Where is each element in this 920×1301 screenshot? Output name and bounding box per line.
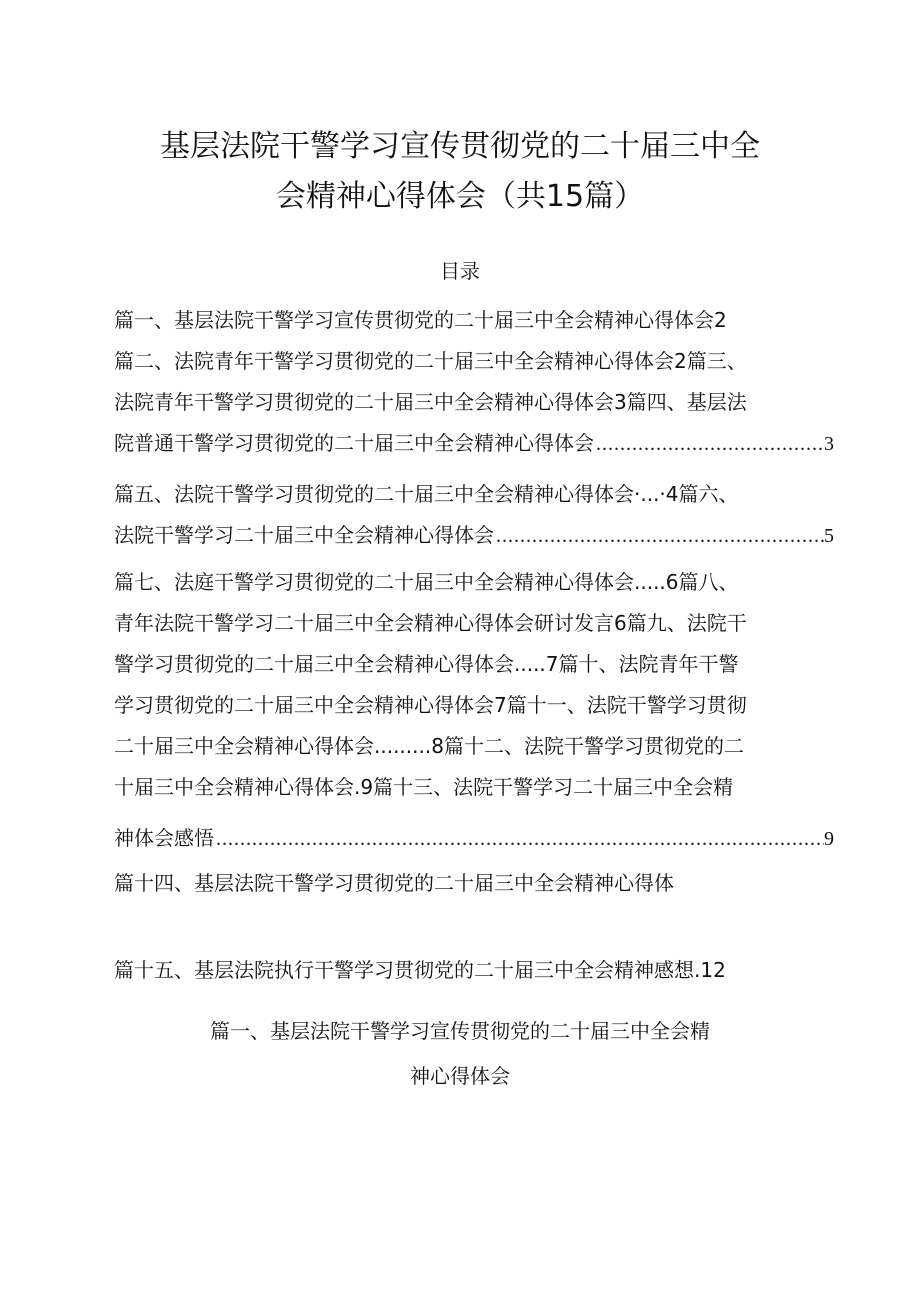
toc-line-with-leader [114, 818, 834, 859]
toc-line: 法院青年干警学习贯彻党的二十届三中全会精神心得体会3篇四、基层法 [114, 390, 747, 414]
document-title-line-2: 会精神心得体会（共15篇） [275, 179, 645, 214]
dot-leader [594, 424, 824, 464]
toc-page-number: 3 [824, 433, 834, 455]
toc-line: 篇七、法庭干警学习贯彻党的二十届三中全会精神心得体会.....6篇八、 [114, 570, 739, 594]
toc-entry-text: 法院干警学习二十届三中全会精神心得体会 [114, 523, 494, 547]
toc-line-with-leader [114, 515, 834, 556]
document-title-line-1: 基层法院干警学习宣传贯彻党的二十届三中全 [160, 129, 760, 164]
toc-entry-text: 院普通干警学习贯彻党的二十届三中全会精神心得体会 [114, 431, 594, 455]
toc-line: 十届三中全会精神心得体会.9篇十三、法院干警学习二十届三中全会精 [114, 775, 734, 799]
toc-line: 警学习贯彻党的二十届三中全会精神心得体会.....7篇十、法院青年干警 [114, 652, 739, 676]
section-title-line-2: 神心得体会 [410, 1064, 510, 1088]
toc-line: 学习贯彻党的二十届三中全会精神心得体会7篇十一、法院干警学习贯彻 [114, 693, 747, 717]
toc-line: 二十届三中全会精神心得体会.........8篇十二、法院干警学习贯彻党的二 [114, 734, 744, 758]
toc-line: 篇二、法院青年干警学习贯彻党的二十届三中全会精神心得体会2篇三、 [114, 349, 747, 373]
toc-page-number: 5 [824, 525, 834, 547]
toc-line: 篇一、基层法院干警学习宣传贯彻党的二十届三中全会精神心得体会2 [114, 308, 727, 332]
toc-entry-text: 神体会感悟 [114, 826, 214, 850]
toc-line: 篇十五、基层法院执行干警学习贯彻党的二十届三中全会精神感想.12 [114, 958, 726, 982]
toc-line: 青年法院干警学习二十届三中全会精神心得体会研讨发言6篇九、法院干 [114, 611, 747, 635]
section-title-line-1: 篇一、基层法院干警学习宣传贯彻党的二十届三中全会精 [210, 1019, 710, 1043]
dot-leader [494, 516, 824, 556]
dot-leader [214, 819, 824, 859]
toc-line: 篇十四、基层法院干警学习贯彻党的二十届三中全会精神心得体 [114, 871, 674, 895]
toc-line: 篇五、法院干警学习贯彻党的二十届三中全会精神心得体会·...·4篇六、 [114, 482, 739, 506]
toc-page-number: 9 [824, 828, 834, 850]
toc-heading: 目录 [440, 259, 480, 283]
toc-line-with-leader [114, 423, 834, 464]
